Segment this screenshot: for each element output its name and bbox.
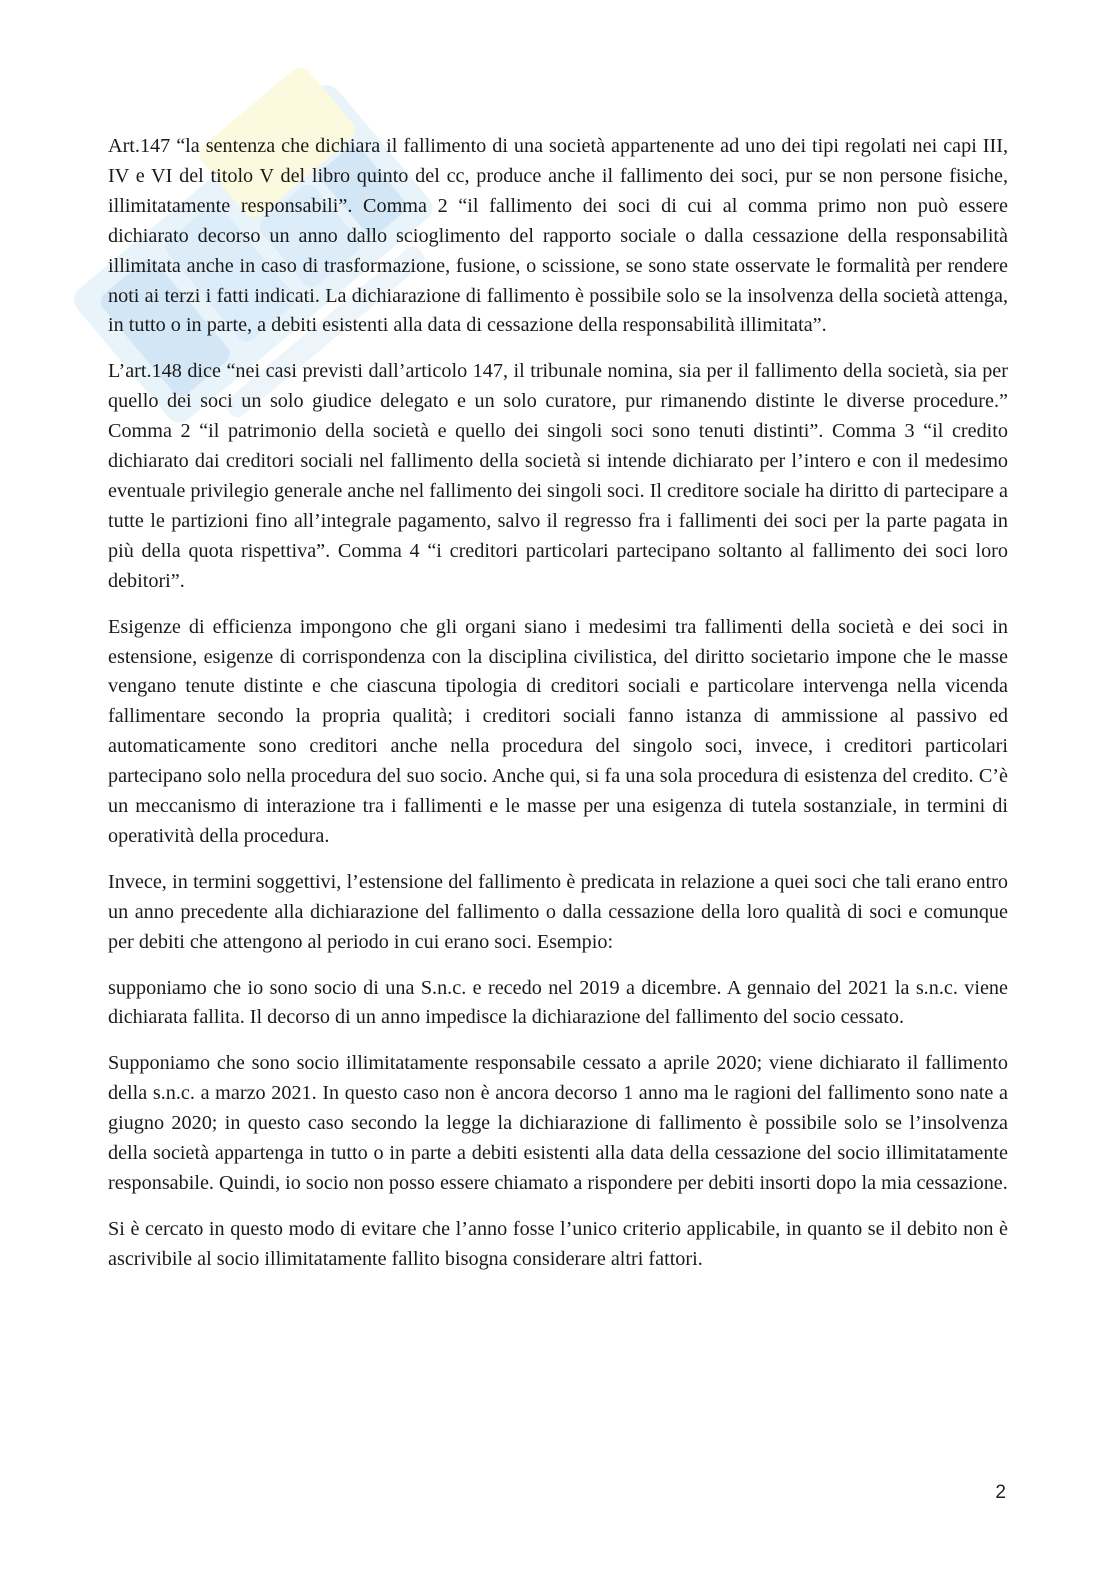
paragraph-subjective-terms: Invece, in termini soggettivi, l’estensione del fallimento è predicata in relazione a quei soci che tali erano entro un anno precedente alla dichiarazione del fallimento o dalla cessazione della loro qualità di soci e comunque per debiti che attengono al periodo in cui erano soci. Esempio: bbox=[108, 870, 1008, 953]
paragraph-art-148: L’art.148 dice “nei casi previsti dall’articolo 147, il tribunale nomina, sia per il fallimento della società, sia per quello dei soci un solo giudice delegato e un solo curatore, pur rimanendo distinte le diverse procedure.” Comma 2 “il patrimonio della società e quello dei singoli soci sono tenuti distinti”. Comma 3 “il credito dichiarato dai creditori sociali nel fallimento della società si intende dichiarato per l’intero e con il medesimo eventuale privilegio generale anche nel fallimento dei singoli soci. Il creditore sociale ha diritto di partecipare a tutte le partizioni fino all’integrale pagamento, salvo il regresso fra i fallimenti dei soci per la parte pagata in più della quota rispettiva”. Comma 4 “i creditori particolari partecipano soltanto al fallimento dei soci loro debitori”. bbox=[108, 360, 1008, 592]
paragraph-art-147: Art.147 “la sentenza che dichiara il fallimento di una società appartenente ad uno dei tipi regolati nei capi III, IV e VI del titolo V del libro quinto del cc, produce anche il fallimento dei soci, pur se non persone fisiche, illimitatamente responsabili”. Comma 2 “il fallimento dei soci di cui al comma primo non può essere dichiarato decorso un anno dallo scioglimento del rapporto sociale o dalla cessazione della responsabilità illimitata anche in caso di trasformazione, fusione, o scissione, se sono state osservate le formalità per rendere noti ai terzi i fatti indicati. La dichiarazione di fallimento è possibile solo se la insolvenza della società attenga, in tutto o in parte, a debiti esistenti alla data di cessazione della responsabilità illimitata”. bbox=[108, 135, 1008, 337]
paragraph-example-2: Supponiamo che sono socio illimitatamente responsabile cessato a aprile 2020; viene dichiarato il fallimento della s.n.c. a marzo 2021. In questo caso non è ancora decorso 1 anno ma le ragioni del fallimento sono nate a giugno 2020; in questo caso secondo la legge la dichiarazione di fallimento è possibile solo se l’insolvenza della società appartenga in tutto o in parte a debiti esistenti alla data della cessazione del socio illimitatamente responsabile. Quindi, io socio non posso essere chiamato a rispondere per debiti insorti dopo la mia cessazione. bbox=[108, 1052, 1008, 1194]
page-number: 2 bbox=[995, 1482, 1006, 1503]
document-body bbox=[108, 132, 1008, 1291]
paragraph-conclusion: Si è cercato in questo modo di evitare che l’anno fosse l’unico criterio applicabile, in quanto se il debito non è ascrivibile al socio illimitatamente fallito bisogna considerare altri fattori. bbox=[108, 1217, 1008, 1270]
paragraph-efficiency: Esigenze di efficienza impongono che gli organi siano i medesimi tra fallimenti della società e dei soci in estensione, esigenze di corrispondenza con la disciplina civilistica, del diritto societario impone che le masse vengano tenute distinte e che ciascuna tipologia di creditori sociali e particolare intervenga nella vicenda fallimentare secondo la propria qualità; i creditori sociali fanno istanza di ammissione al passivo ed automaticamente sono creditori anche nella procedura del singolo soci, invece, i creditori particolari partecipano solo nella procedura del suo socio. Anche qui, si fa una sola procedura di esistenza del credito. C’è un meccanismo di interazione tra i fallimenti e le masse per una esigenza di tutela sostanziale, in termini di operatività della procedura. bbox=[108, 615, 1008, 847]
paragraph-example-1: supponiamo che io sono socio di una S.n.c. e recedo nel 2019 a dicembre. A gennaio del 2021 la s.n.c. viene dichiarata fallita. Il decorso di un anno impedisce la dichiarazione del fallimento del socio cessato. bbox=[108, 976, 1008, 1029]
